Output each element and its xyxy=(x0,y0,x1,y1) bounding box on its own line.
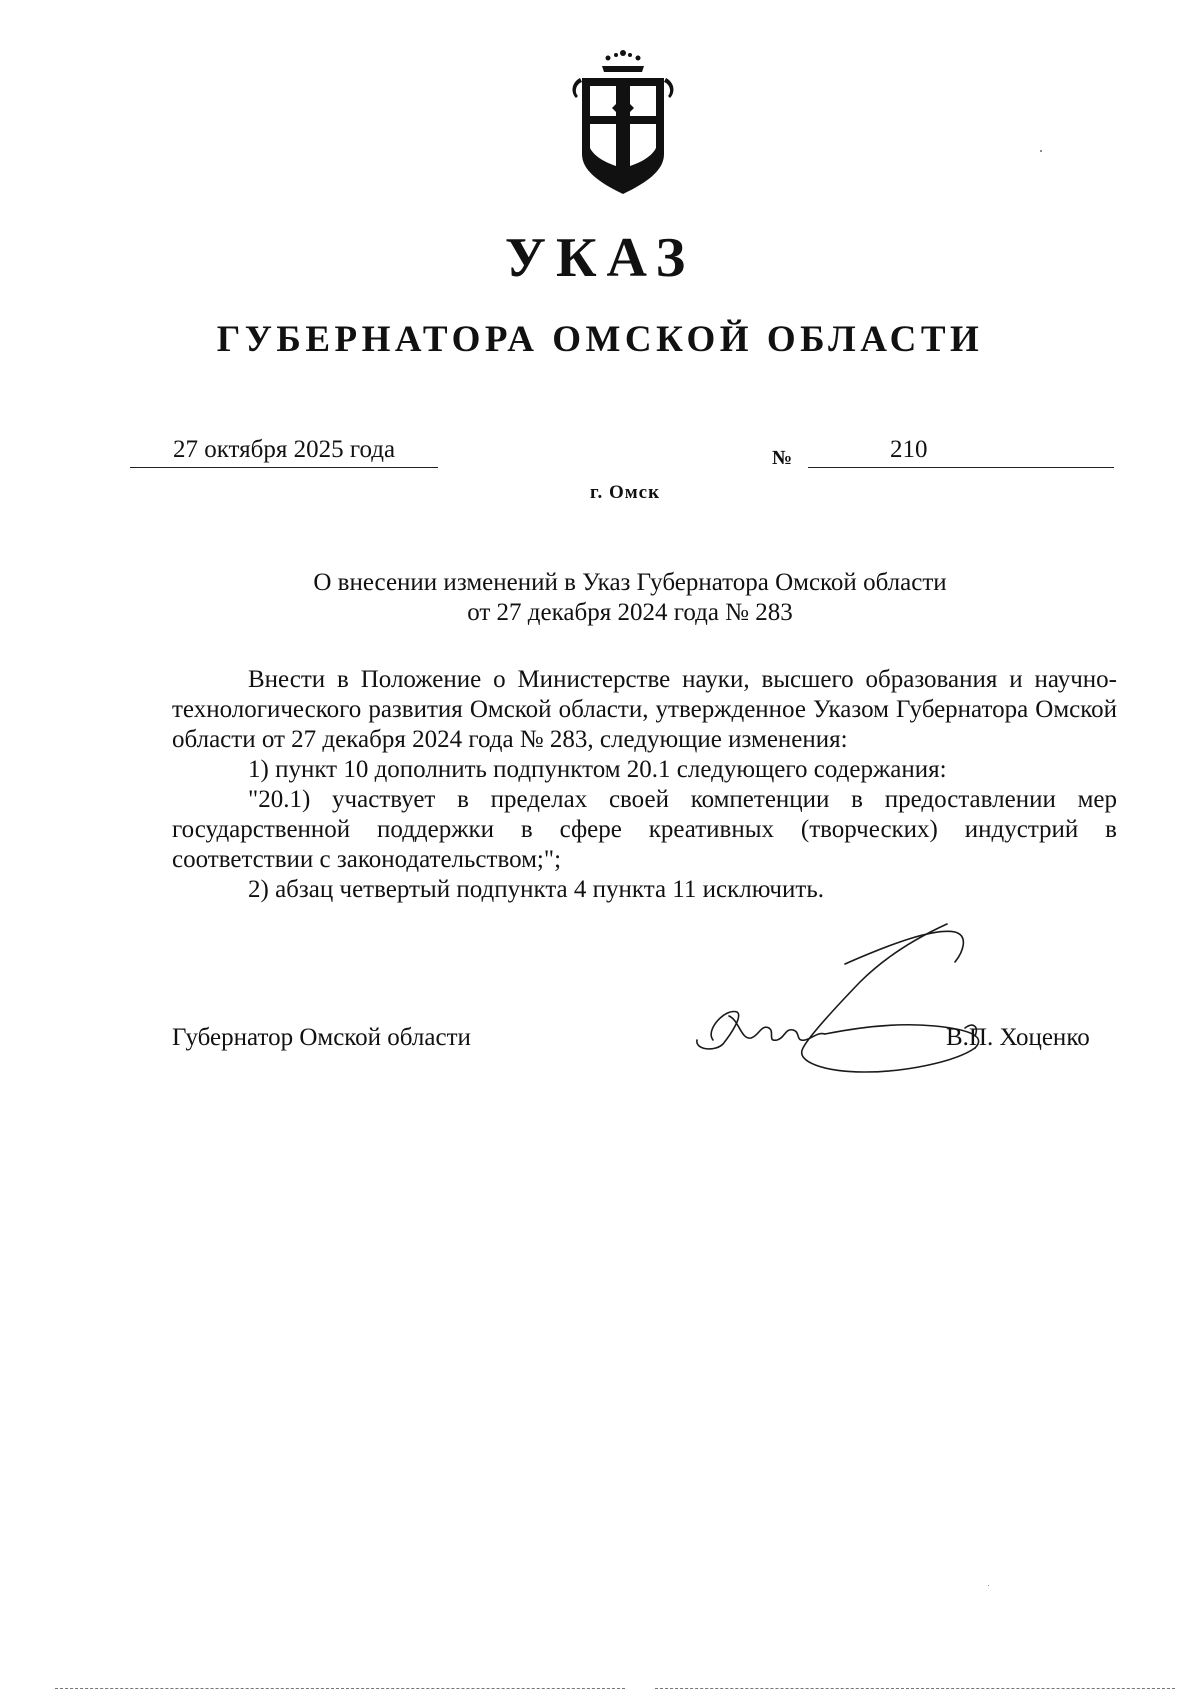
body-paragraph-item-1: 1) пункт 10 дополнить подпунктом 20.1 следующего содержания: xyxy=(248,756,947,783)
scan-speck xyxy=(988,1585,989,1586)
number-label: № xyxy=(772,447,793,469)
coat-of-arms-icon xyxy=(568,48,678,198)
body-paragraph-quote: "20.1) участвует в пределах своей компетенции в предоставлении мер государственной поддержки в сфере креативных (творческих) индустрий в соответствии с законодательством;"; xyxy=(172,786,1117,873)
subject-line-2: от 27 декабря 2024 года № 283 xyxy=(467,599,793,626)
document-number-field xyxy=(808,433,1114,468)
document-number: 210 xyxy=(890,436,928,463)
body-paragraph-item-2: 2) абзац четвертый подпункта 4 пункта 11 исключить. xyxy=(248,876,824,903)
subject-line-1: О внесении изменений в Указ Губернатора Омской области xyxy=(313,569,947,596)
document-subject xyxy=(170,568,1090,628)
bottom-scan-rule-left xyxy=(55,1688,625,1690)
document-issuer: ГУБЕРНАТОРА ОМСКОЙ ОБЛАСТИ xyxy=(216,319,984,360)
document-title: УКАЗ xyxy=(504,227,696,289)
signatory-name: В.П. Хоценко xyxy=(946,1024,1090,1051)
bottom-scan-rule-right xyxy=(655,1688,1175,1690)
document-city: г. Омск xyxy=(589,482,661,503)
document-date: 27 октября 2025 года xyxy=(130,433,438,468)
signatory-position: Губернатор Омской области xyxy=(172,1024,471,1051)
handwritten-signature xyxy=(685,912,1030,1092)
scan-speck xyxy=(1040,150,1042,152)
body-paragraph-intro: Внести в Положение о Министерстве науки, высшего образования и научно-технологического развития Омской области, утвержденное Указом Губернатора Омской области от 27 декабря 2024 года № 283, следующие изменения: xyxy=(172,666,1117,753)
document-body xyxy=(172,665,1117,905)
